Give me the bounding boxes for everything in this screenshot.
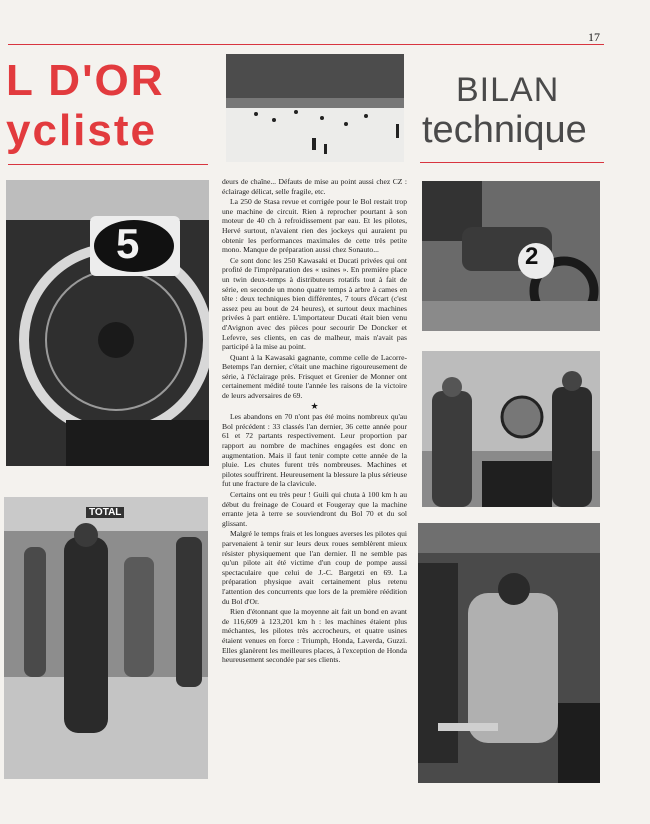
article-paragraph: Certains ont eu très peur ! Guili qui chuta à 100 km h au début du freinage de Couard et Fougeray que la machine errante jeta à terre se souviendront du Bol 70 et du sol glissant. <box>222 490 407 528</box>
total-banner: TOTAL <box>86 507 124 518</box>
title-right-rule <box>420 162 604 163</box>
riders-walking-photo <box>4 497 208 779</box>
title-right-line2: technique <box>422 109 587 151</box>
article-paragraph: deurs de chaîne... Défauts de mise au point aussi chez CZ : éclairage délicat, selle fragile, etc. <box>222 177 407 196</box>
header-rule <box>8 44 604 45</box>
plate-number-2: 2 <box>525 243 539 270</box>
motorcycle-number-5-photo <box>6 180 209 466</box>
article-column <box>222 177 407 777</box>
article-paragraph: Quant à la Kawasaki gagnante, comme celle de Lacorre-Betemps l'an dernier, c'était une machine rigoureusement de série, à l'éclairage près. Frisquet et Grenier de Monner ont certainement médité toute l'année les raisons de la victoire de leurs adversaires de 69. <box>222 352 407 401</box>
crowd-photo <box>226 54 404 162</box>
resting-rider-photo <box>418 523 600 783</box>
title-left-rule <box>8 164 208 165</box>
article-paragraph: La 250 de Stasa revue et corrigée pour le Bol restait trop une machine de circuit. Rien à reprocher pourtant à son moteur de 40 ch à refroidissement par eau. Et les pilotes, Hervé surtout, n'avaient rien des jockeys qui auraient pu obtenir les performances maximales de cette très petite mono. Manque de préparation aussi chez Sonauto... <box>222 197 407 255</box>
article-paragraph: Les abandons en 70 n'ont pas été moins nombreux qu'au Bol précédent : 33 classés l'an dernier, 36 cette année pour 61 et 72 partants respectivement. Leur proportion par rapport au nombre de machines engagées est donc en augmentation. Mais il faut tenir compte cette année de la pluie. Les chutes furent très nombreuses. Machines et pilotes souffrirent. Heureusement la blessure la plus sérieuse fut une fracture de la clavicule. <box>222 412 407 489</box>
article-paragraph: Ce sont donc les 250 Kawasaki et Ducati privées qui ont profité de l'impréparation des « usines ». En première place un twin deux-temps à distributeurs rotatifs tout à fait de série, en seconde un mono quatre temps à arbre à cames en tête : deux techniques bien différentes, 7 tours d'écart (c'est assez peu au bout de 24 heures), et surtout deux machines privées à part entière. L'importateur Ducati était bien venu d'Avignon avec des pièces pour secourir De Doncker et Lefevre, ses clients, en cas de malheur, mais n'avait pas participé à la mise au point. <box>222 255 407 352</box>
article-paragraph: Malgré le temps frais et les longues averses les pilotes qui parvenaient à tenir sur leurs deux roues semblèrent mieux résister physiquement que l'an dernier. Il ne semble pas qu'un pilote ait été victime d'un coup de pompe aussi spectaculaire que celui de J.-C. Bargetzi en 69. La préparation physique avait certainement plus retenu l'attention des concurrents que lors de la première réédition du Bol d'Or. <box>222 529 407 606</box>
star-separator: ★ <box>310 400 319 411</box>
plate-number-5: 5 <box>116 220 140 267</box>
page-number: 17 <box>588 30 600 44</box>
title-right-line1: BILAN <box>456 71 560 109</box>
title-left-line2: ycliste <box>6 106 157 155</box>
mechanics-pit-photo <box>422 351 600 507</box>
title-left-line1: L D'OR <box>6 56 165 105</box>
motorcycle-number-2-photo <box>422 181 600 331</box>
article-paragraph: Rien d'étonnant que la moyenne ait fait un bond en avant de 116,609 à 123,201 km h : les machines étaient plus méchantes, les pilotes très accrocheurs, et quatre usines étaient venues en force : Triumph, Honda, Laverda, Guzzi. Elles glanèrent les meilleures places, à l'exception de Honda heureusement secondée par ses clients. <box>222 607 407 665</box>
